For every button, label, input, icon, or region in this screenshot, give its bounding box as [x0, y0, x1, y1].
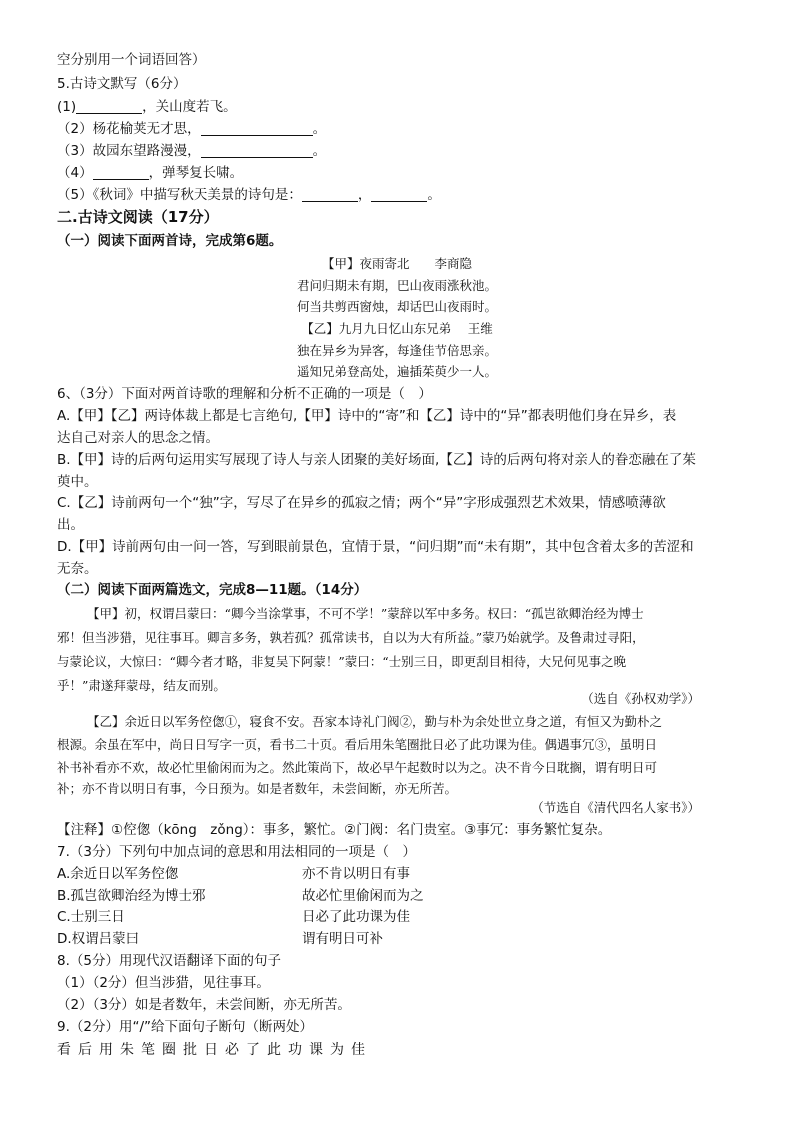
item-text: （5）《秋词》中描写秋天美景的诗句是： — [57, 187, 302, 203]
passage-yi-line: 补；亦不肯以明日有事，今日预为。如是者数年，未尝间断，亦无所苦。 — [57, 781, 458, 796]
q8-item-1: （1）（2分）但当涉猎，见往事耳。 — [57, 975, 270, 991]
dictation-item-4 — [57, 163, 243, 183]
answer-blank[interactable] — [93, 165, 149, 180]
answer-blank[interactable] — [201, 143, 313, 158]
q9-sentence: 看后用朱笔圈批日必了此功课为佳 — [57, 1042, 372, 1058]
q8-item-2: （2）（3分）如是者数年，未尝间断，亦无所苦。 — [57, 997, 351, 1013]
item-text-end: 。 — [312, 143, 327, 159]
poem-title: 【甲】夜雨寄北 李商隐 — [321, 256, 472, 271]
option-a-cont: 达自己对亲人的思念之情。 — [57, 430, 219, 446]
dictation-item-5 — [57, 185, 441, 205]
answer-blank[interactable] — [201, 121, 313, 136]
item-text: ，关山度若飞。 — [142, 99, 237, 115]
text-line: 空分别用一个词语回答） — [57, 52, 206, 68]
passage-jia-line: 乎！”肃遂拜蒙母，结友而别。 — [57, 678, 226, 693]
passage-source: （选自《孙权劝学》） — [581, 691, 700, 706]
question-6-stem: 6、（3分）下面对两首诗歌的理解和分析不正确的一项是（ ） — [57, 386, 432, 402]
answer-blank[interactable] — [76, 99, 142, 114]
poem-line: 君问归期未有期，巴山夜雨涨秋池。 — [296, 278, 497, 293]
answer-blank[interactable] — [302, 187, 358, 202]
dictation-item-1 — [57, 97, 237, 117]
passage-yi-line: 【乙】余近日以军务倥偬①，寝食不安。吾家本诗礼门阀②，勤与朴为余处世立身之道，有恒又为勤朴之 — [87, 714, 663, 729]
question-7-stem: 7.（3分）下列句中加点词的意思和用法相同的一项是（ ） — [57, 844, 416, 860]
q7-option-d-left: D.权谓吕蒙曰 — [57, 931, 140, 947]
poem-line: 遥知兄弟登高处，遍插茱萸少一人。 — [296, 364, 497, 379]
item-text: ，弹琴复长啸。 — [148, 165, 244, 181]
notes: 【注释】①倥偬（kōng zǒng）：事多，繁忙。②门阀：名门贵室。③事冗：事务繁忙复杂。 — [57, 822, 612, 838]
option-b-cont: 萸中。 — [57, 474, 98, 490]
dictation-item-3 — [57, 141, 326, 161]
subsection-heading: （二）阅读下面两篇选文，完成8—11题。（14分） — [57, 582, 368, 598]
option-c-cont: 出。 — [57, 517, 84, 533]
poem-title: 【乙】九月九日忆山东兄弟 王维 — [301, 321, 493, 336]
question-8-stem: 8.（5分）用现代汉语翻译下面的句子 — [57, 953, 281, 969]
section-heading: 二.古诗文阅读（17分） — [57, 208, 219, 226]
passage-jia-line: 与蒙论议，大惊曰：“卿今者才略，非复吴下阿蒙！”蒙曰：“士别三日，即更刮目相待，大兄何见事之晚 — [57, 654, 627, 669]
q7-option-a-right: 亦不肯以明日有事 — [302, 866, 410, 882]
q7-option-a-left: A.余近日以军务倥偬 — [57, 866, 179, 882]
option-a: A.【甲】【乙】两诗体裁上都是七言绝句,【甲】诗中的“寄”和【乙】诗中的“异”都表明他们身在异乡，表 — [57, 408, 677, 424]
passage-jia-line: 【甲】初，权谓吕蒙曰：“卿今当涂掌事，不可不学！”蒙辞以军中多务。权曰：“孤岂欲卿治经为博士 — [87, 606, 644, 621]
poem-line: 何当共剪西窗烛，却话巴山夜雨时。 — [296, 299, 497, 314]
passage-source: （节选自《清代四名人家书》） — [531, 800, 700, 815]
option-c: C.【乙】诗前两句一个“独”字，写尽了在异乡的孤寂之情；两个“异”字形成强烈艺术效果，情感喷薄欲 — [57, 495, 666, 511]
dictation-item-2 — [57, 119, 326, 139]
q7-option-c-left: C.士别三日 — [57, 909, 125, 925]
item-text-end: 。 — [312, 121, 327, 137]
item-separator: ， — [357, 187, 372, 203]
poem-line: 独在异乡为异客，每逢佳节倍思亲。 — [296, 343, 497, 358]
passage-yi-line: 补书补看亦不欢，故必忙里偷闲而为之。然此策尚下，故必早午起数时以为之。决不肯今日耽搁，谓有明日可 — [57, 760, 658, 775]
option-b: B.【甲】诗的后两句运用实写展现了诗人与亲人团聚的美好场面,【乙】诗的后两句将对亲人的眷恋融在了茱 — [57, 452, 696, 468]
option-d-cont: 无奈。 — [57, 561, 98, 577]
question-5-title: 5.古诗文默写（6分） — [57, 76, 187, 92]
item-text: （2）杨花榆荚无才思， — [57, 121, 201, 137]
item-text-end: 。 — [427, 187, 441, 203]
passage-jia-line: 邪！但当涉猎，见往事耳。卿言多务，孰若孤？孤常读书，自以为大有所益。”蒙乃始就学。及鲁肃过寻阳， — [57, 630, 645, 645]
item-number: (1) — [57, 99, 77, 115]
subsection-heading: （一）阅读下面两首诗，完成第6题。 — [57, 233, 283, 249]
option-d: D.【甲】诗前两句由一问一答，写到眼前景色，宜情于景，“问归期”而“未有期”，其中包含着太多的苦涩和 — [57, 539, 694, 555]
q7-option-b-right: 故必忙里偷闲而为之 — [302, 888, 424, 904]
q7-option-c-right: 日必了此功课为佳 — [302, 909, 410, 925]
item-text: （3）故园东望路漫漫， — [57, 143, 201, 159]
q7-option-b-left: B.孤岂欲卿治经为博士邪 — [57, 888, 206, 904]
question-9-stem: 9.（2分）用“/”给下面句子断句（断两处） — [57, 1019, 314, 1035]
item-number: （4） — [57, 165, 93, 181]
q7-option-d-right: 谓有明日可补 — [302, 931, 383, 947]
passage-yi-line: 根源。余虽在军中，尚日日写字一页，看书二十页。看后用朱笔圈批日必了此功课为佳。偶遇事冗③，虽明日 — [57, 737, 658, 752]
answer-blank[interactable] — [371, 187, 427, 202]
